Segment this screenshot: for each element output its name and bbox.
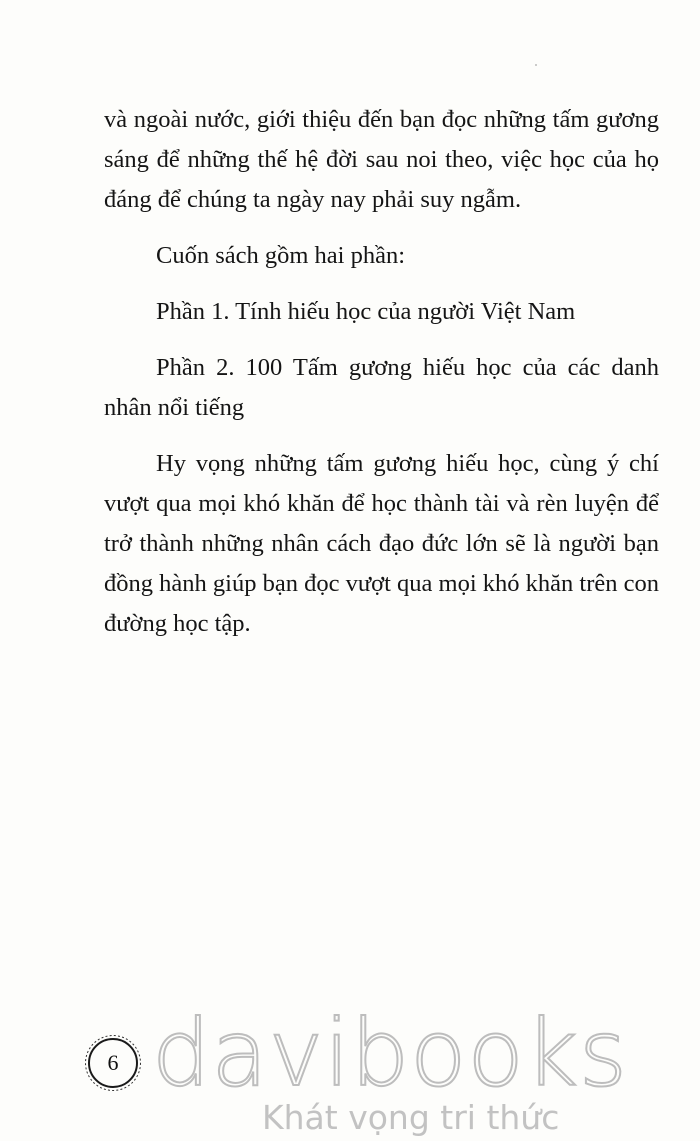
paragraph-part-1: Phần 1. Tính hiếu học của người Việt Nam [156,298,576,325]
paragraph-structure-intro: Cuốn sách gồm hai phần: [156,242,406,269]
page-number: 6 [107,1050,119,1075]
page-number-badge [88,1038,138,1088]
paragraph-closing: Hy vọng những tấm gương hiếu học, cùng ý chí vượt qua mọi khó khăn để học thành tài và rèn luyện để trở thành những nhân cách đạo đức lớn sẽ là người bạn đồng hành giúp bạn đọc vượt qua mọi khó khăn trên con đường học tập. [104,450,659,637]
paragraph-part-2: Phần 2. 100 Tấm gương hiếu học của các danh nhân nổi tiếng [104,354,659,421]
paragraph-continuation: và ngoài nước, giới thiệu đến bạn đọc những tấm gương sáng để những thế hệ đời sau noi theo, việc học của họ đáng để chúng ta ngày nay phải suy ngẫm. [104,106,659,213]
watermark-brand: davibooks [152,1000,628,1107]
speck [535,64,537,66]
watermark-slogan: Khát vọng tri thức [262,1098,560,1137]
body-text [104,100,659,644]
